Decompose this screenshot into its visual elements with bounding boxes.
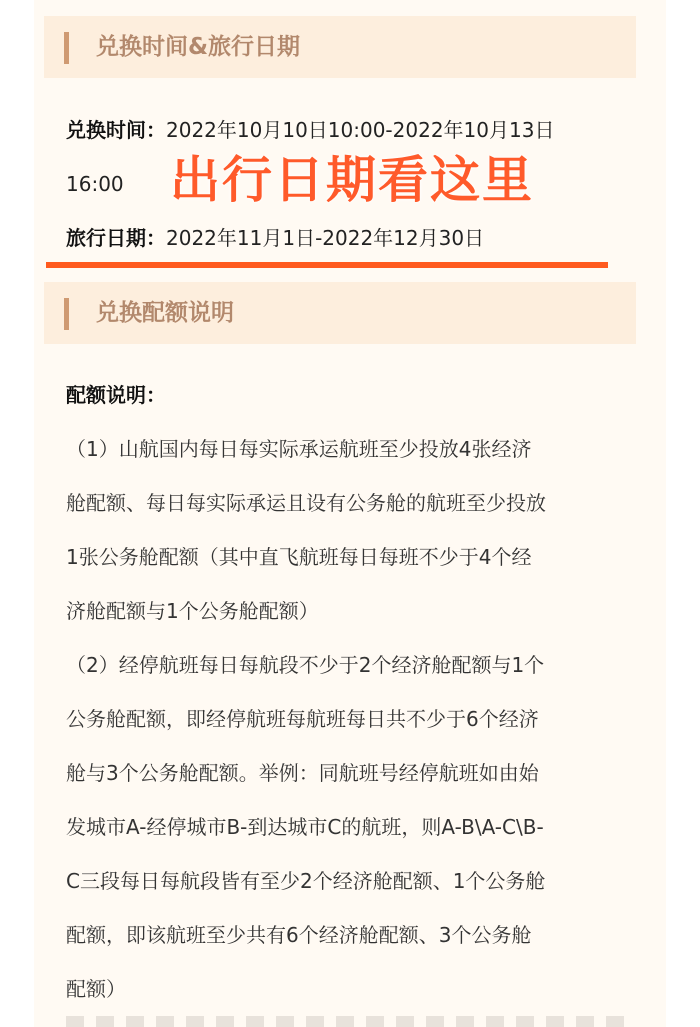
paragraph-line: 发城市A-经停城市B-到达城市C的航班，则A-B\A-C\B- <box>66 815 544 839</box>
travel-date-label: 旅行日期： <box>66 226 166 250</box>
paragraph-line: 配额） <box>66 977 126 1001</box>
quota-paragraph-2 <box>66 638 638 1016</box>
exchange-time-label: 兑换时间： <box>66 118 166 142</box>
quota-paragraph-1 <box>66 422 638 638</box>
highlight-underline <box>46 262 608 268</box>
exchange-time-value-continued: 16:00 <box>66 172 124 196</box>
section-accent-bar <box>64 298 69 330</box>
exchange-time-line <box>66 116 554 144</box>
travel-date-line <box>66 224 484 252</box>
paragraph-line: C三段每日每航段皆有至少2个经济舱配额、1个公务舱 <box>66 869 546 893</box>
paragraph-line: 公务舱配额，即经停航班每航班每日共不少于6个经济 <box>66 707 539 731</box>
travel-date-value: 2022年11月1日-2022年12月30日 <box>166 226 485 250</box>
paragraph-line: 舱配额、每日每实际承运且设有公务舱的航班至少投放 <box>66 491 546 515</box>
paragraph-line: （2）经停航班每日每航段不少于2个经济舱配额与1个 <box>66 653 545 677</box>
paragraph-line: 配额，即该航班至少共有6个经济舱配额、3个公务舱 <box>66 923 532 947</box>
paragraph-line: （1）山航国内每日每实际承运航班至少投放4张经济 <box>66 437 532 461</box>
paragraph-line: 济舱配额与1个公务舱配额） <box>66 599 319 623</box>
section-header-exchange-time <box>44 16 636 78</box>
section-accent-bar <box>64 32 69 64</box>
section-title: 兑换时间&旅行日期 <box>96 34 301 60</box>
quota-label: 配额说明： <box>66 383 166 407</box>
cut-off-next-line <box>66 1016 626 1027</box>
paragraph-line: 舱与3个公务舱配额。举例：同航班号经停航班如由始 <box>66 761 539 785</box>
paragraph-line: 1张公务舱配额（其中直飞航班每日每班不少于4个经 <box>66 545 532 569</box>
exchange-time-line-2 <box>66 170 124 198</box>
section-header-quota <box>44 282 636 344</box>
exchange-time-value: 2022年10月10日10:00-2022年10月13日 <box>166 118 555 142</box>
travel-date-callout: 出行日期看这里 <box>170 151 534 209</box>
section-title: 兑换配额说明 <box>96 300 234 326</box>
quota-label-line <box>66 381 166 409</box>
